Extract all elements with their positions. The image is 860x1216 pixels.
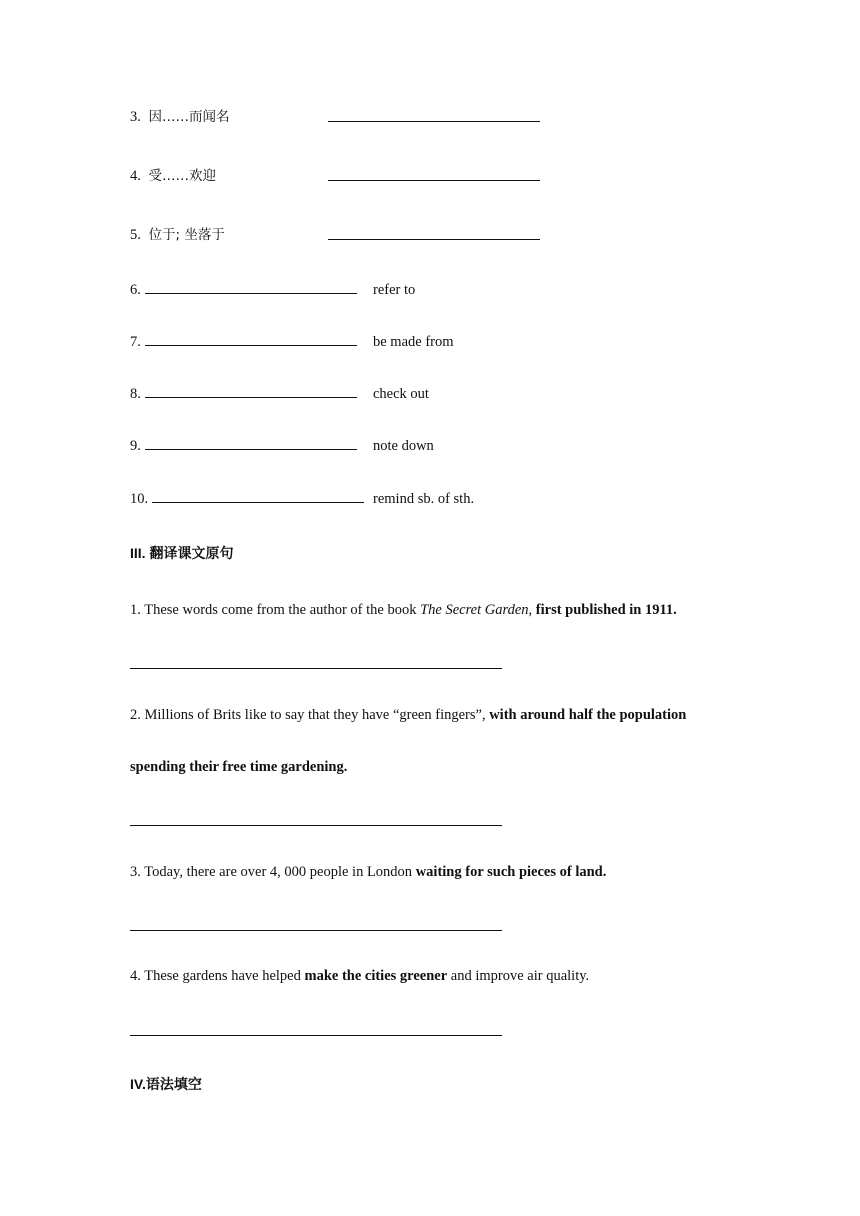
answer-blank[interactable] — [152, 501, 364, 503]
vocab-item-7 — [130, 334, 357, 351]
sentence-text: and improve air quality. — [447, 968, 590, 984]
answer-blank[interactable] — [145, 292, 357, 294]
translation-blank[interactable] — [130, 825, 502, 826]
item-number: 7. — [130, 334, 141, 350]
sentence-text: 4. These gardens have helped — [130, 968, 305, 984]
section-title-translate: III. 翻译课文原句 — [130, 545, 234, 561]
phrase-text: be made from — [373, 334, 454, 350]
key-phrase: first published in 1911. — [535, 602, 677, 618]
answer-blank[interactable] — [328, 238, 540, 240]
sentence-text: 2. Millions of Brits like to say that they have “green fingers”, — [130, 707, 490, 723]
key-phrase: make the cities greener — [304, 968, 448, 984]
item-number: 3. — [130, 109, 141, 125]
item-text: 位于; 坐落于 — [148, 227, 225, 243]
vocab-item-5 — [130, 223, 225, 244]
item-number: 5. — [130, 227, 141, 243]
answer-blank[interactable] — [328, 179, 540, 181]
vocab-item-8 — [130, 386, 357, 403]
item-text: 因……而闻名 — [148, 109, 230, 125]
sentence-2 — [130, 707, 686, 724]
key-phrase: with around half the population — [489, 707, 687, 723]
item-number: 8. — [130, 386, 141, 402]
phrase-text: check out — [373, 386, 429, 402]
sentence-text: 3. Today, there are over 4, 000 people in London — [130, 864, 416, 880]
item-number: 6. — [130, 282, 141, 298]
phrase-text: remind sb. of sth. — [373, 491, 475, 507]
vocab-item-3 — [130, 105, 230, 126]
book-title: The Secret Garden — [420, 602, 529, 618]
sentence-2-cont — [130, 759, 347, 776]
key-phrase: spending their free time gardening. — [130, 759, 348, 775]
item-number: 9. — [130, 438, 141, 454]
vocab-item-6 — [130, 282, 357, 299]
item-number: 10. — [130, 491, 149, 507]
sentence-text: , — [528, 602, 536, 618]
section-title-grammar: IV.语法填空 — [130, 1076, 202, 1092]
phrase-text: refer to — [373, 282, 416, 298]
answer-blank[interactable] — [328, 120, 540, 122]
translation-blank[interactable] — [130, 930, 502, 931]
sentence-1 — [130, 602, 677, 619]
vocab-item-9 — [130, 438, 357, 455]
item-number: 4. — [130, 168, 141, 184]
item-text: 受……欢迎 — [148, 168, 216, 184]
answer-blank[interactable] — [145, 344, 357, 346]
phrase-text: note down — [373, 438, 434, 454]
key-phrase: waiting for such pieces of land. — [415, 864, 607, 880]
vocab-item-10 — [130, 491, 364, 508]
sentence-3 — [130, 864, 606, 881]
translation-blank[interactable] — [130, 1035, 502, 1036]
answer-blank[interactable] — [145, 448, 357, 450]
answer-blank[interactable] — [145, 396, 357, 398]
sentence-text: 1. These words come from the author of the book — [130, 602, 421, 618]
vocab-item-4 — [130, 164, 216, 185]
sentence-4 — [130, 968, 589, 985]
translation-blank[interactable] — [130, 668, 502, 669]
